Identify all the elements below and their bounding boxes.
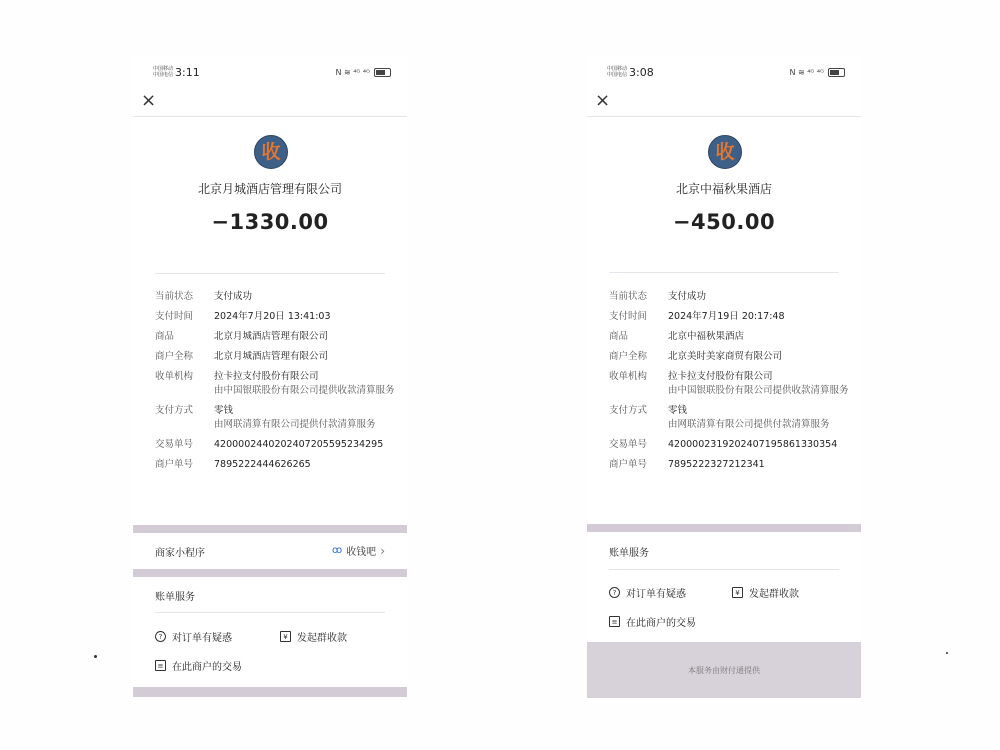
question-icon: ? <box>155 631 166 642</box>
carrier-labels: 中国移动 中国电信 <box>153 66 174 78</box>
detail-row-method: 支付方式 零钱 由网联清算有限公司提供付款清算服务 <box>609 405 830 430</box>
bill-service-title: 账单服务 <box>609 548 649 559</box>
status-time: 3:11 <box>175 65 200 79</box>
status-bar <box>607 63 845 81</box>
detail-row-merchant: 商户全称 北京月城酒店管理有限公司 <box>155 351 329 362</box>
bill-service-title: 账单服务 <box>155 592 195 603</box>
mini-program-label: 商家小程序 <box>155 548 205 559</box>
detail-row-order-id: 商户单号 7895222444626265 <box>155 459 311 470</box>
merchant-trades-button[interactable]: ≡ 在此商户的交易 <box>155 658 242 673</box>
service-provider-footer: 本服务由财付通提供 <box>587 642 861 698</box>
detail-row-acquirer: 收单机构 拉卡拉支付股份有限公司 由中国银联股份有限公司提供收款清算服务 <box>609 371 849 396</box>
detail-row-txn-id: 交易单号 4200002319202407195861330354 <box>609 439 838 450</box>
merchant-name: 北京月城酒店管理有限公司 <box>197 182 342 196</box>
detail-row-time: 支付时间 2024年7月19日 20:17:48 <box>609 311 785 322</box>
signal-icons: N ≋ ⁴ᴳ ⁴ᴳ <box>335 67 370 77</box>
close-icon[interactable]: × <box>595 90 611 111</box>
group-collect-button[interactable]: ¥ 发起群收款 <box>732 585 799 600</box>
detail-row-time: 支付时间 2024年7月20日 13:41:03 <box>155 311 331 322</box>
detail-row-txn-id: 交易单号 4200002440202407205595234295 <box>155 439 384 450</box>
divider <box>609 272 839 273</box>
receipt-icon: ¥ <box>732 587 743 598</box>
signal-icons: N ≋ ⁴ᴳ ⁴ᴳ <box>789 67 824 77</box>
document-icon: ≡ <box>609 616 620 627</box>
group-collect-button[interactable]: ¥ 发起群收款 <box>280 629 347 644</box>
close-icon[interactable]: × <box>141 90 157 111</box>
question-icon: ? <box>609 587 620 598</box>
divider <box>133 116 407 117</box>
receipt-screenshot-right <box>587 55 861 705</box>
merchant-name: 北京中福秋果酒店 <box>675 182 772 196</box>
section-band <box>133 569 407 577</box>
transaction-details <box>155 291 397 479</box>
status-bar <box>153 63 391 81</box>
detail-row-status: 当前状态 支付成功 <box>609 291 707 302</box>
divider <box>155 612 385 613</box>
detail-row-goods: 商品 北京月城酒店管理有限公司 <box>155 331 329 342</box>
battery-icon <box>374 68 391 77</box>
receipt-screenshot-left <box>133 55 407 705</box>
order-question-button[interactable]: ? 对订单有疑惑 <box>609 585 686 600</box>
chevron-right-icon: › <box>380 543 385 558</box>
detail-row-goods: 商品 北京中福秋果酒店 <box>609 331 745 342</box>
status-icons <box>335 68 391 77</box>
status-icons <box>789 68 845 77</box>
scan-speck <box>94 655 97 658</box>
section-band <box>133 687 407 697</box>
divider <box>155 273 385 274</box>
payment-amount: −450.00 <box>672 210 776 234</box>
status-time: 3:08 <box>629 65 654 79</box>
mini-program-link[interactable]: ꝏ 收钱吧 › <box>332 543 385 558</box>
carrier-labels: 中国移动 中国电信 <box>607 66 628 78</box>
detail-row-status: 当前状态 支付成功 <box>155 291 253 302</box>
payment-amount: −1330.00 <box>211 210 329 234</box>
receipt-icon: ¥ <box>280 631 291 642</box>
merchant-trades-button[interactable]: ≡ 在此商户的交易 <box>609 614 696 629</box>
section-band <box>133 525 407 533</box>
merchant-logo: 收 <box>254 135 288 169</box>
divider <box>587 116 861 117</box>
order-question-button[interactable]: ? 对订单有疑惑 <box>155 629 232 644</box>
transaction-details <box>609 291 851 479</box>
detail-row-acquirer: 收单机构 拉卡拉支付股份有限公司 由中国银联股份有限公司提供收款清算服务 <box>155 371 395 396</box>
detail-row-method: 支付方式 零钱 由网联清算有限公司提供付款清算服务 <box>155 405 376 430</box>
section-band <box>587 524 861 532</box>
detail-row-merchant: 商户全称 北京美时美家商贸有限公司 <box>609 351 783 362</box>
battery-icon <box>828 68 845 77</box>
merchant-logo: 收 <box>708 135 742 169</box>
scan-speck <box>946 652 948 654</box>
mini-program-icon: ꝏ <box>332 545 343 556</box>
document-icon: ≡ <box>155 660 166 671</box>
divider <box>609 569 839 570</box>
detail-row-order-id: 商户单号 7895222327212341 <box>609 459 765 470</box>
